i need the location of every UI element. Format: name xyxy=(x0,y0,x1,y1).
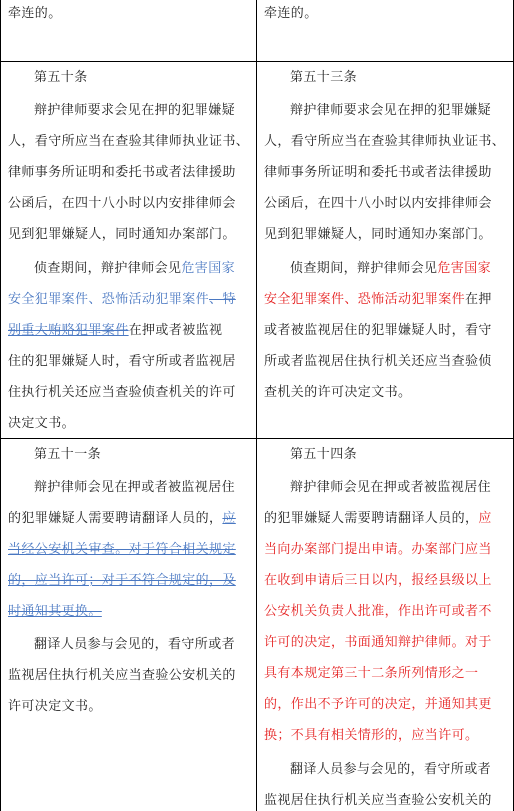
text-line: 公函后，在四十八小时以内安排律师会 xyxy=(264,196,492,211)
article-50-cell xyxy=(8,62,253,438)
changed-text: 危害国家 xyxy=(181,261,236,276)
text-line xyxy=(290,260,491,277)
deleted-text: 、特 xyxy=(209,292,236,307)
deleted-text: 的，应当许可；对于不符合规定的，及 xyxy=(8,573,236,588)
text-line xyxy=(34,260,235,277)
text-line: 见到犯罪嫌疑人，同时通知办案部门。 xyxy=(8,227,236,242)
text-line: 见到犯罪嫌疑人，同时通知办案部门。 xyxy=(264,227,492,242)
changed-text: 安全犯罪案件、恐怖活动犯罪案件 xyxy=(264,292,466,307)
changed-text: 具有本规定第三十二条所列情形之一 xyxy=(264,666,479,681)
top-left-cell xyxy=(8,0,253,60)
changed-text: 的，作出不予许可的决定，并通知其更 xyxy=(264,697,492,712)
text-span: 侦查期间，辩护律师会见 xyxy=(290,261,438,276)
text-line: 决定文书。 xyxy=(8,416,76,431)
text-line: 牵连的。 xyxy=(8,6,62,21)
text-line: 人，看守所应当在查验其律师执业证书、 xyxy=(8,134,250,149)
text-span: 的犯罪嫌疑人需要聘请翻译人员的， xyxy=(8,511,223,526)
text-line xyxy=(264,510,492,527)
text-line: 监视居住执行机关应当查验公安机关的 xyxy=(264,793,492,808)
text-line xyxy=(8,322,222,339)
text-line xyxy=(8,510,236,527)
text-line: 公函后，在四十八小时以内安排律师会 xyxy=(8,196,236,211)
text-span: 侦查期间，辩护律师会见 xyxy=(34,261,182,276)
text-line: 查机关的许可决定文书。 xyxy=(264,385,412,400)
text-line: 人，看守所应当在查验其律师执业证书、 xyxy=(264,134,506,149)
text-span: 在押 xyxy=(465,292,492,307)
text-span: 在押或者被监视 xyxy=(128,323,223,338)
text-span: 的犯罪嫌疑人需要聘请翻译人员的， xyxy=(264,511,479,526)
text-line: 翻译人员参与会见的，看守所或者 xyxy=(34,637,236,652)
text-line: 监视居住执行机关应当查验公安机关的 xyxy=(8,668,236,683)
article-53-cell xyxy=(264,62,509,438)
deleted-text: 时通知其更换。 xyxy=(8,604,102,619)
text-line: 翻译人员参与会见的，看守所或者 xyxy=(290,762,492,777)
text-line: 律师事务所证明和委托书或者法律援助 xyxy=(264,165,492,180)
article-title: 第五十三条 xyxy=(290,70,358,85)
text-line: 辩护律师会见在押或者被监视居住 xyxy=(34,480,236,495)
changed-text: 在收到申请后三日以内，报经县级以上 xyxy=(264,573,492,588)
changed-text: 换；不具有相关情形的，应当许可。 xyxy=(264,728,479,743)
table-divider-vertical xyxy=(256,0,257,811)
text-line: 辩护律师要求会见在押的犯罪嫌疑 xyxy=(290,103,492,118)
text-line: 许可决定文书。 xyxy=(8,699,102,714)
article-54-cell xyxy=(264,439,509,811)
changed-text: 公安机关负责人批准，作出许可或者不 xyxy=(264,604,492,619)
changed-text: 许可的决定，书面通知辩护律师。对于 xyxy=(264,635,492,650)
table-border-left xyxy=(0,0,1,811)
text-line: 住的犯罪嫌疑人时，看守所或者监视居 xyxy=(8,354,236,369)
text-line: 辩护律师要求会见在押的犯罪嫌疑 xyxy=(34,103,236,118)
article-title: 第五十条 xyxy=(34,70,88,85)
article-51-cell xyxy=(8,439,253,811)
text-line: 牵连的。 xyxy=(264,6,318,21)
deleted-text: 应 xyxy=(222,511,236,526)
top-right-cell xyxy=(264,0,509,60)
text-line xyxy=(8,291,236,308)
text-line: 所或者监视居住执行机关还应当查验侦 xyxy=(264,354,492,369)
changed-text: 当向办案部门提出申请。办案部门应当 xyxy=(264,542,492,557)
text-line: 或者被监视居住的犯罪嫌疑人时，看守 xyxy=(264,323,492,338)
changed-text: 安全犯罪案件、恐怖活动犯罪案件 xyxy=(8,292,210,307)
text-line: 律师事务所证明和委托书或者法律援助 xyxy=(8,165,236,180)
deleted-text: 当经公安机关审查。对于符合相关规定 xyxy=(8,542,236,557)
text-line xyxy=(264,291,492,308)
article-title: 第五十四条 xyxy=(290,447,358,462)
changed-text: 应 xyxy=(478,511,492,526)
article-title: 第五十一条 xyxy=(34,447,102,462)
changed-text: 危害国家 xyxy=(437,261,492,276)
text-line: 住执行机关还应当查验侦查机关的许可 xyxy=(8,385,236,400)
deleted-text: 别重大贿赂犯罪案件 xyxy=(8,323,129,338)
text-line: 辩护律师会见在押或者被监视居住 xyxy=(290,480,492,495)
